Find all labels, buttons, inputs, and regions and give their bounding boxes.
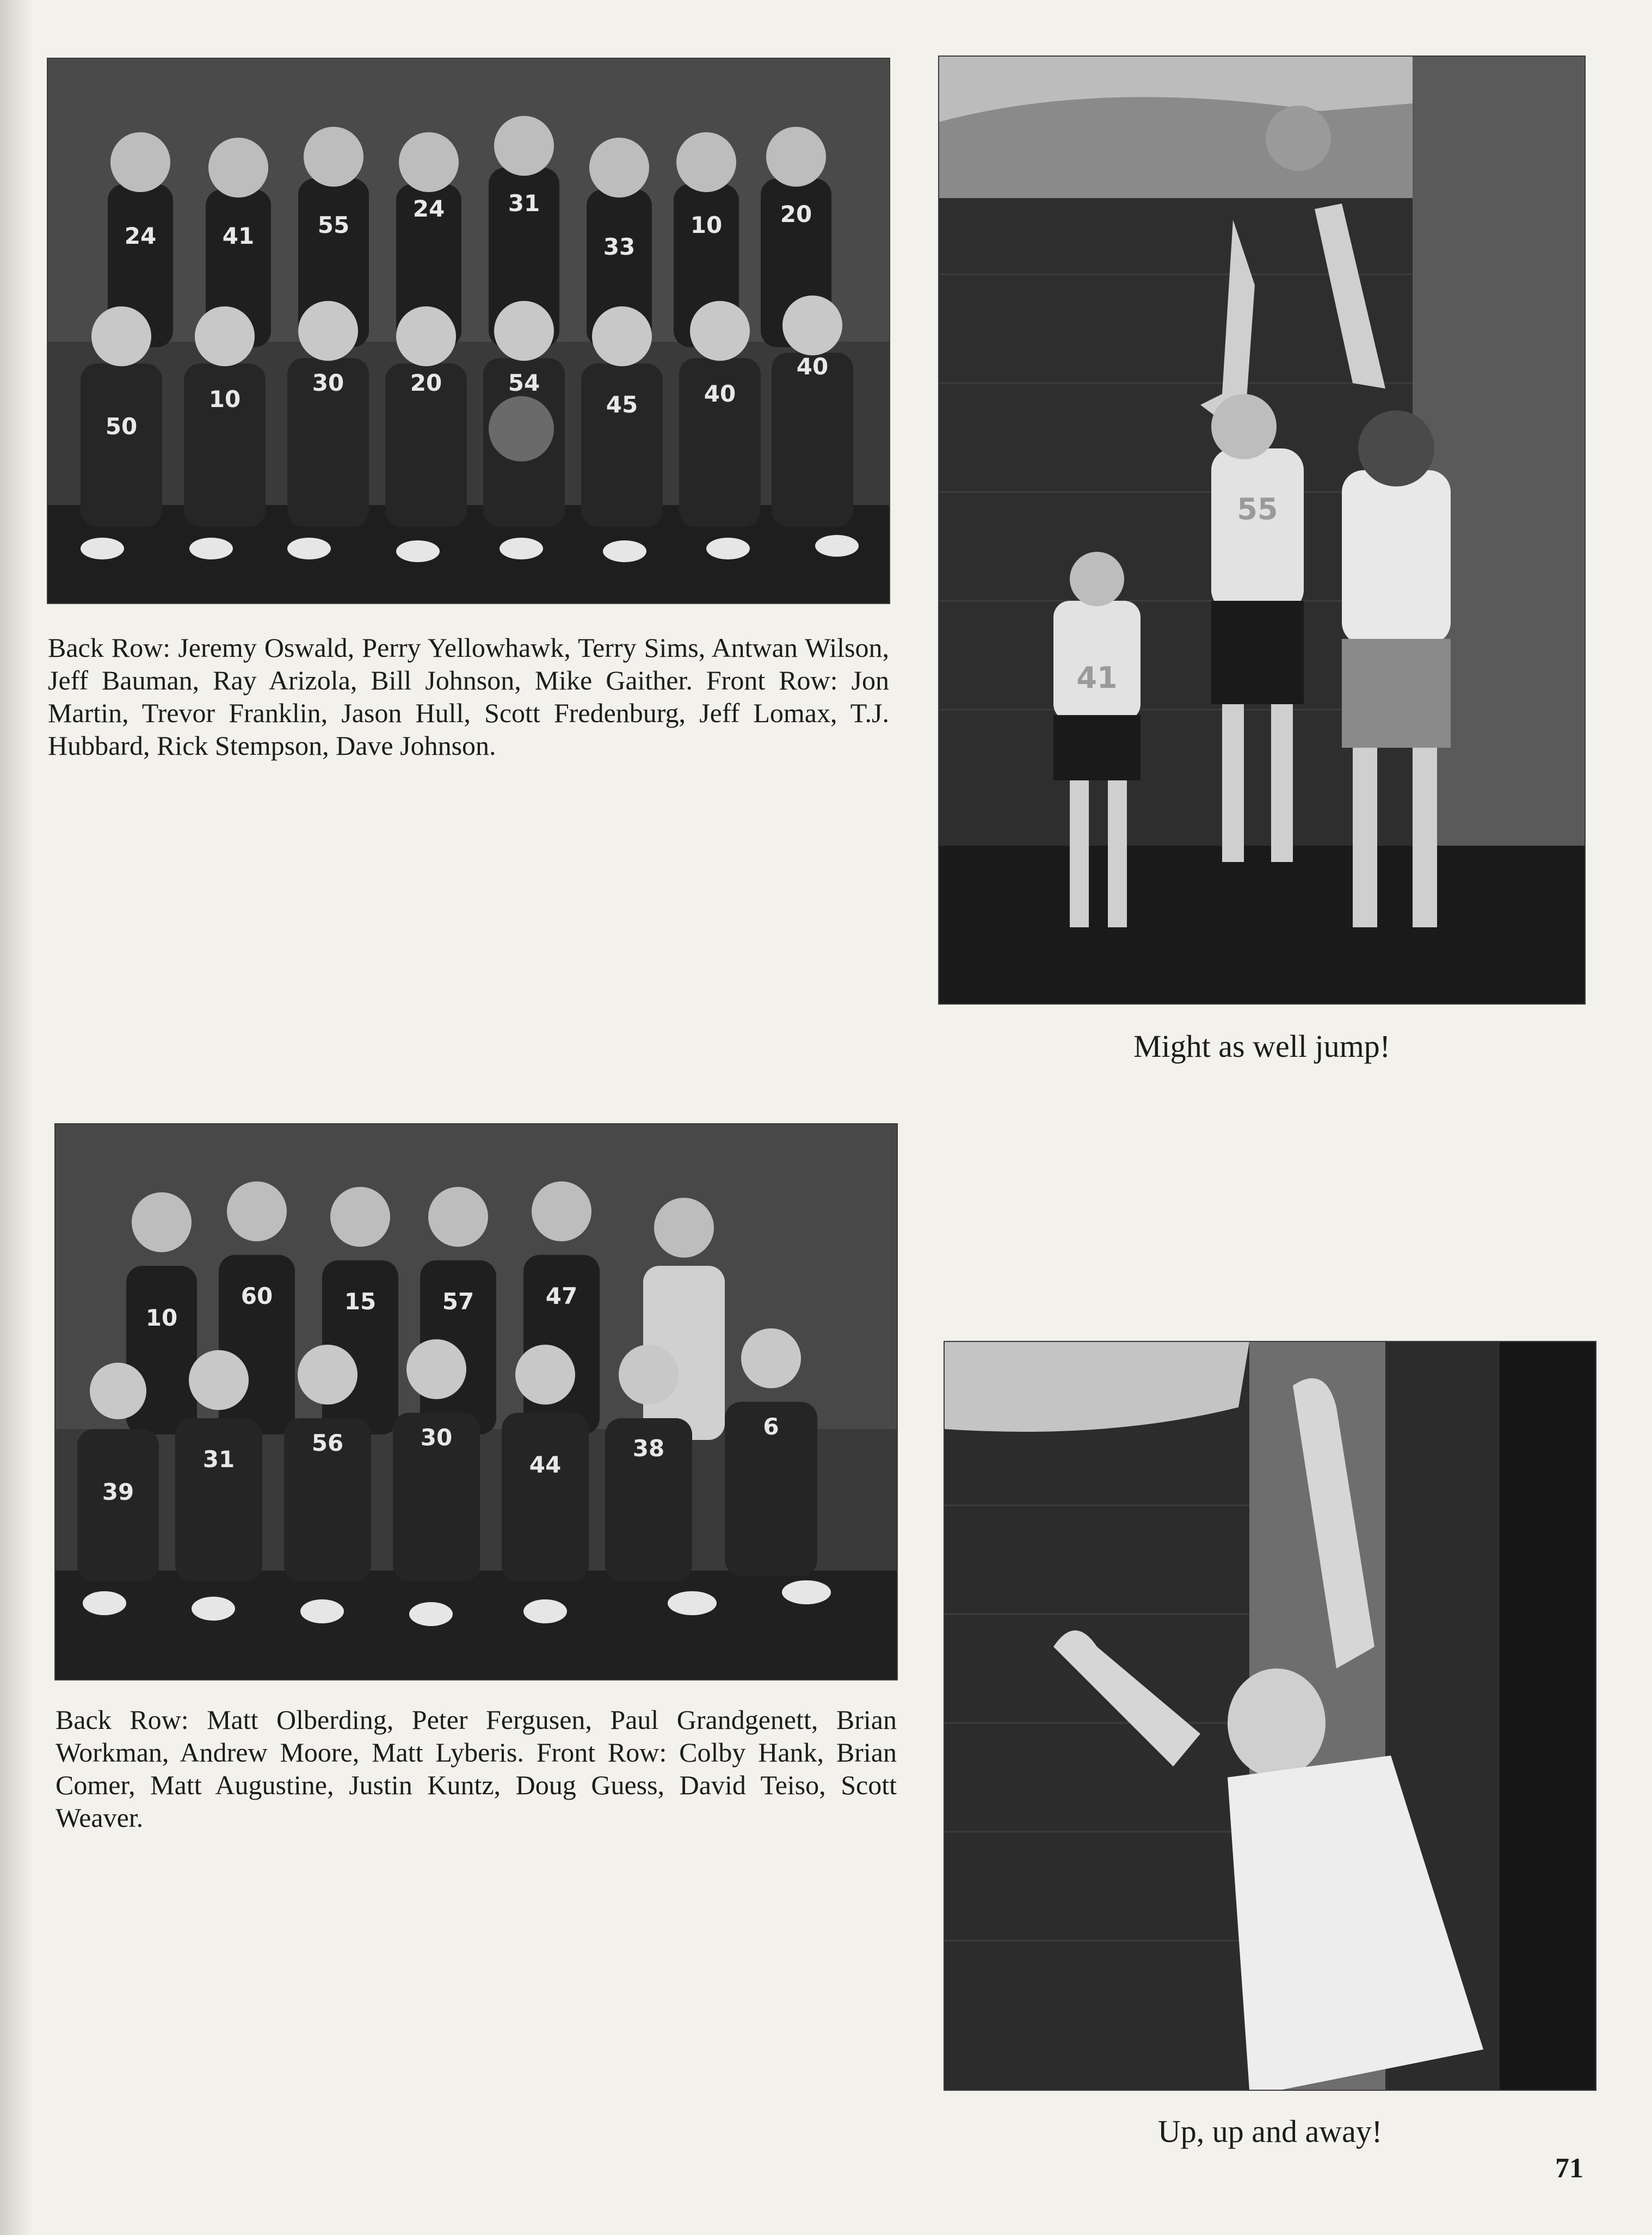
jersey-number: 44 xyxy=(529,1451,562,1478)
jersey-number: 50 xyxy=(105,413,138,440)
team-photo-2-image xyxy=(56,1124,897,1679)
jersey-number: 56 xyxy=(311,1430,344,1456)
jersey-number: 24 xyxy=(124,223,157,249)
jersey-number: 47 xyxy=(545,1283,578,1309)
action-photo-2-image xyxy=(945,1342,1595,2090)
team-photo-1-image xyxy=(48,59,889,603)
jersey-number: 33 xyxy=(603,233,636,260)
action-photo-1 xyxy=(939,57,1585,1003)
jersey-number: 40 xyxy=(704,380,736,407)
jersey-number: 45 xyxy=(606,391,638,418)
jersey-number: 30 xyxy=(312,370,344,396)
jersey-number: 55 xyxy=(317,212,350,238)
jersey-number: 39 xyxy=(102,1479,134,1505)
jersey-number: 38 xyxy=(632,1435,665,1462)
page-binding-shadow xyxy=(0,0,33,2235)
team-photo-2-caption: Back Row: Matt Olberding, Peter Fergusen, Paul Grandgenett, Brian Workman, Andrew Moore, Matt Lyberis. Front Row: Colby Hank, Brian Comer, Matt Augustine, Justin Kuntz, Doug Guess, David Teiso, Scott Weaver. xyxy=(56,1704,897,1833)
action-photo-2 xyxy=(945,1342,1595,2090)
jersey-number: 10 xyxy=(208,386,241,412)
action-photo-1-caption: Might as well jump! xyxy=(1133,1029,1390,1064)
jersey-number: 55 xyxy=(1237,492,1278,526)
action-photo-2-caption: Up, up and away! xyxy=(1157,2114,1383,2149)
jersey-number: 40 xyxy=(796,353,829,380)
jersey-number: 30 xyxy=(420,1424,453,1451)
jersey-number: 10 xyxy=(145,1304,178,1331)
jersey-number: 31 xyxy=(508,190,540,217)
team-photo-2 xyxy=(56,1124,897,1679)
jersey-number: 41 xyxy=(1076,661,1118,695)
jersey-number: 20 xyxy=(410,370,442,396)
team-photo-1 xyxy=(48,59,889,603)
jersey-number: 24 xyxy=(412,195,445,222)
jersey-number: 60 xyxy=(241,1283,273,1309)
jersey-number: 15 xyxy=(344,1288,377,1315)
jersey-number: 6 xyxy=(763,1413,779,1440)
jersey-number: 20 xyxy=(780,201,812,227)
jersey-number: 41 xyxy=(222,223,255,249)
page-number: 71 xyxy=(1555,2153,1583,2184)
team-photo-1-caption: Back Row: Jeremy Oswald, Perry Yellowhawk, Terry Sims, Antwan Wilson, Jeff Bauman, Ray Arizola, Bill Johnson, Mike Gaither. Front Row: Jon Martin, Trevor Franklin, Jason Hull, Scott Fredenburg, Jeff Lomax, T.J. Hubbard, Rick Stempson, Dave Johnson. xyxy=(48,632,889,761)
jersey-number: 31 xyxy=(202,1446,235,1473)
action-photo-1-image xyxy=(939,57,1585,1003)
jersey-number: 57 xyxy=(442,1288,474,1315)
jersey-number: 54 xyxy=(508,370,540,396)
jersey-number: 10 xyxy=(690,212,723,238)
